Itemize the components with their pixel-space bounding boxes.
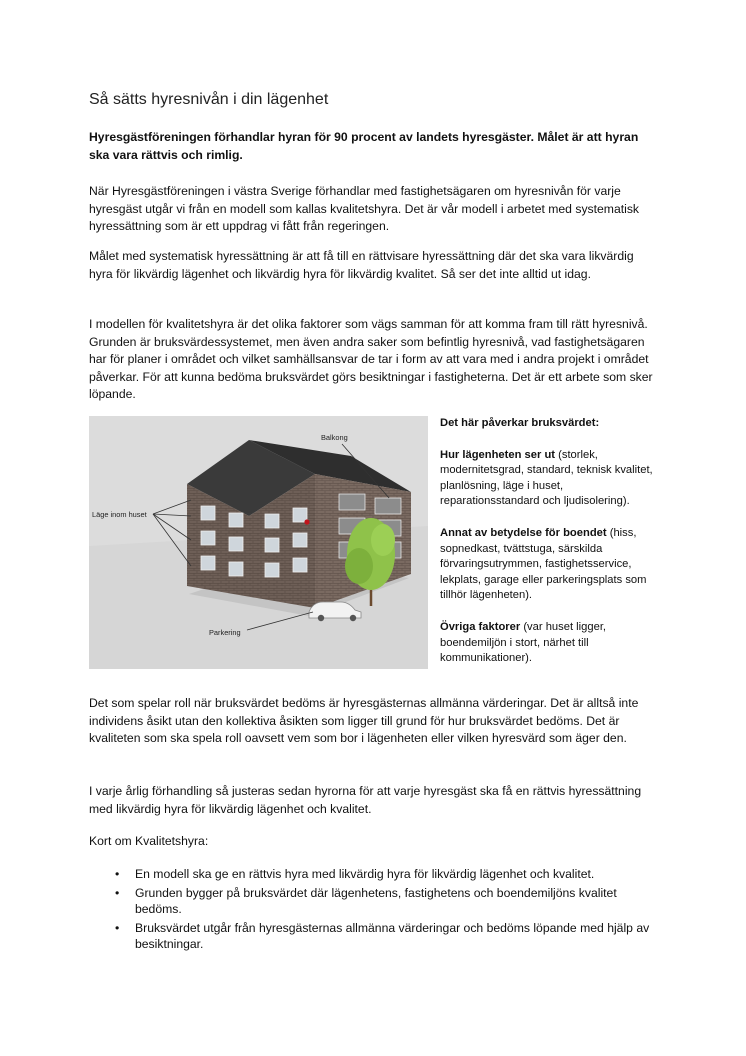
side-heading: Det här påverkar bruksvärdet:: [440, 417, 600, 429]
building-drawing: [89, 416, 428, 669]
list-item: • Bruksvärdet utgår från hyresgästernas allmänna värderingar och bedöms löpande med hjälp av besiktningar.: [115, 920, 650, 951]
building-illustration: [89, 416, 428, 669]
label-parking: Parkering: [209, 628, 241, 637]
label-position: Läge inom huset: [92, 510, 147, 519]
bullet-icon: •: [115, 867, 120, 881]
bullet-list: [89, 866, 659, 955]
label-balcony: Balkong: [321, 433, 348, 442]
lead-paragraph: Hyresgästföreningen förhandlar hyran för 90 procent av landets hyresgäster. Målet är att hyran ska vara rättvis och rimlig.: [89, 130, 639, 162]
side-item-1-text: (storlek, modernitetsgrad, standard, teknisk kvalitet, planlösning, läge i huset, reparationsstandard och ljudisolering).: [440, 448, 653, 508]
body-paragraph: Det som spelar roll när bruksvärdet bedöms är hyresgästernas allmänna värderingar. Det är alltså inte individens åsikt utan den kollektiva åsikten som ligger till grund för hur bruksvärdet bedöms. Det är kvaliteten som ska spela roll oavsett vem som bor i lägenheten eller vilken hyresvärd som äger den.: [89, 696, 639, 745]
body-paragraph: I modellen för kvalitetshyra är det olika faktorer som vägs samman för att komma fram till rätt hyresnivå. Grunden är bruksvärdessystemet, men även andra saker som befintlig hyresnivå, vad fastighetsägaren har för planer i området och vilket samhällsansvar de tar i form av att vara med i andra projekt i området påverkar. För att kunna bedöma bruksvärdet görs besiktningar i fastigheterna. Det är ett arbete som sker löpande.: [89, 317, 653, 401]
side-item-1-title: Hur lägenheten ser ut: [440, 448, 556, 461]
bullet-icon: •: [115, 920, 120, 935]
list-item: • En modell ska ge en rättvis hyra med likvärdig hyra för likvärdig lägenhet och kvalitet.: [115, 867, 595, 881]
side-item-3-text: (var huset ligger, boendemiljön i stort, närhet till kommunikationer).: [440, 620, 607, 665]
body-paragraph: Målet med systematisk hyressättning är att få till en rättvisare hyressättning där det ska vara likvärdig hyra för likvärdig lägenhet och likvärdig hyra för likvärdig kvalitet. Så ser det inte alltid ut idag.: [89, 249, 634, 281]
list-item: • Grunden bygger på bruksvärdet där lägenhetens, fastighetens och boendemiljöns kvalitet bedöms.: [115, 885, 617, 916]
side-panel: [440, 416, 655, 683]
page-title: Så sätts hyresnivån i din lägenhet: [89, 91, 329, 108]
section-intro: Kort om Kvalitetshyra:: [89, 834, 209, 848]
side-item-3-title: Övriga faktorer: [440, 620, 521, 633]
side-item-2-title: Annat av betydelse för boendet: [440, 526, 607, 539]
body-paragraph: När Hyresgästföreningen i västra Sverige förhandlar med fastighetsägaren om hyresnivån för varje hyresgäst utgår vi från en modell som kallas kvalitetshyra. Det är vår modell i arbetet med systematisk hyressättning som är ett uppdrag vi fått från regeringen.: [89, 184, 640, 233]
body-paragraph: I varje årlig förhandling så justeras sedan hyrorna för att varje hyresgäst ska få en rättvis hyressättning med likvärdig hyra för likvärdig lägenhet och kvalitet.: [89, 784, 642, 816]
bullet-icon: •: [115, 885, 120, 900]
side-item-2-text: (hiss, sopnedkast, tvättstuga, särskilda förvaringsutrymmen, fastighetsservice, lekplats, garage eller parkeringsplats som tillhör lägenheten).: [440, 526, 647, 602]
